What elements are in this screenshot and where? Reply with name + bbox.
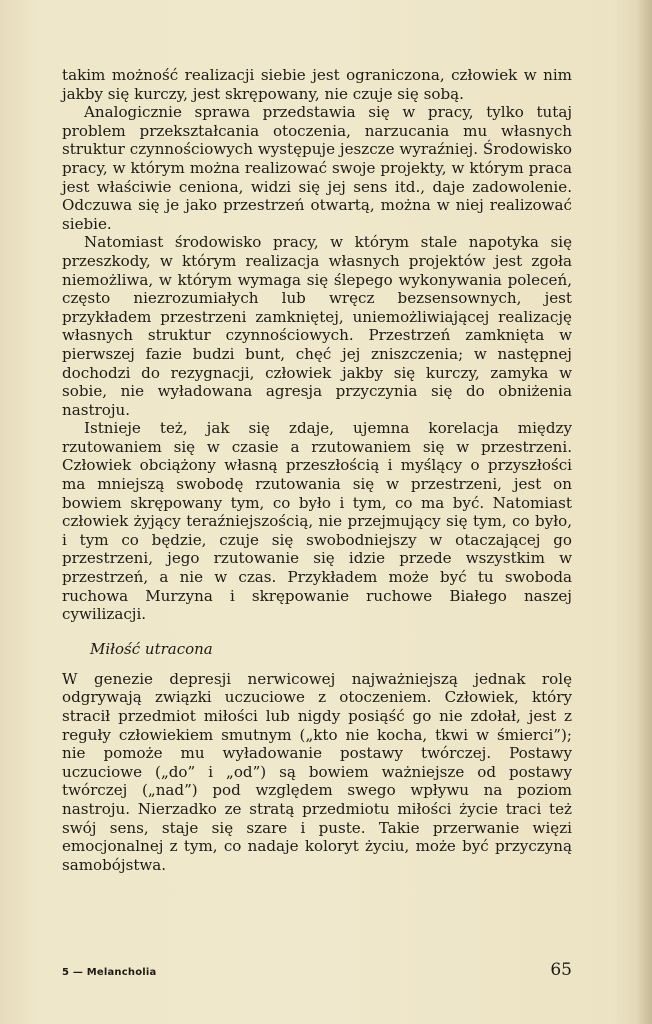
paragraph: Istnieje też, jak się zdaje, ujemna korelacja między rzutowaniem się w czasie a rzutowaniem się w przestrzeni. Człowiek obciążony własną przeszłością i myślący o przyszłości ma mniejszą swobodę rzutowania się w przestrzeni, jest on bowiem skrępowany tym, co było i tym, co ma być. Natomiast człowiek żyjący teraźniejszością, nie przejmujący się tym, co było, i tym co będzie, czuje się swobodniejszy w otaczającej go przestrzeni, jego rzutowanie się idzie przede wszystkim w przestrzeń, a nie w czas. Przykładem może być tu swoboda ruchowa Murzyna i skrępowanie ruchowe Białego naszej cywilizacji. <box>62 419 572 624</box>
page-footer <box>62 960 572 980</box>
paragraph-continued: takim możność realizacji siebie jest ograniczona, człowiek w nim jakby się kurczy, jest skrępowany, nie czuje się sobą. <box>62 66 572 103</box>
printer-signature: 5 — Melancholia <box>62 967 157 978</box>
paragraph: W genezie depresji nerwicowej najważniejszą jednak rolę odgrywają związki uczuciowe z otoczeniem. Człowiek, który stracił przedmiot miłości lub nigdy posiąść go nie zdołał, jest z reguły człowiekiem smutnym („kto nie kocha, tkwi w śmierci”); nie pomoże mu wyładowanie postawy twórczej. Postawy uczuciowe („do” i „od”) są bowiem ważniejsze od postawy twórczej („nad”) pod względem swego wpływu na poziom nastroju. Nierzadko ze stratą przedmiotu miłości życie traci też swój sens, staje się szare i puste. Takie przerwanie więzi emocjonalnej z tym, co nadaje koloryt życiu, może być przyczyną samobójstwa. <box>62 669 572 874</box>
page-number: 65 <box>550 960 572 980</box>
paragraph: Natomiast środowisko pracy, w którym stale napotyka się przeszkody, w którym realizacja własnych projektów jest zgoła niemożliwa, w którym wymaga się ślepego wykonywania poleceń, często niezrozumiałych lub wręcz bezsensownych, jest przykładem przestrzeni zamkniętej, uniemożliwiającej realizację własnych struktur czynnościowych. Przestrzeń zamknięta w pierwszej fazie budzi bunt, chęć jej zniszczenia; w następnej dochodzi do rezygnacji, człowiek jakby się kurczy, zamyka w sobie, nie wyładowana agresja przyczynia się do obniżenia nastroju. <box>62 233 572 419</box>
paragraph: Analogicznie sprawa przedstawia się w pracy, tylko tutaj problem przekształcania otoczenia, narzucania mu własnych struktur czynnościowych występuje jeszcze wyraźniej. Środowisko pracy, w którym można realizować swoje projekty, w którym praca jest właściwie ceniona, widzi się jej sens itd., daje zadowolenie. Odczuwa się je jako przestrzeń otwartą, można w niej realizować siebie. <box>62 103 572 233</box>
section-title: Miłość utracona <box>90 639 213 658</box>
text-block <box>62 66 572 874</box>
